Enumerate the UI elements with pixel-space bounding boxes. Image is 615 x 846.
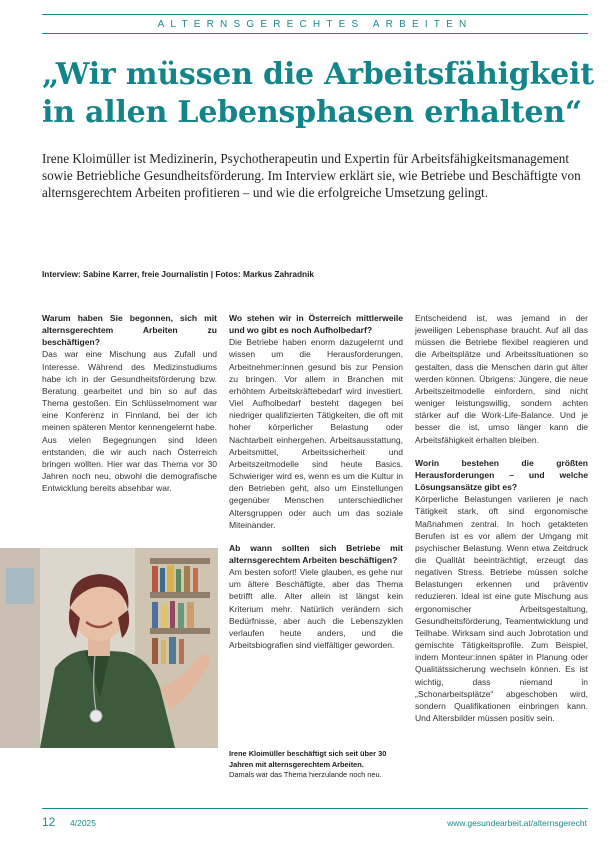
section-kicker: ALTERNSGERECHTES ARBEITEN [157,19,473,30]
column-2 [229,312,403,651]
top-rule [42,14,588,15]
question-4: Worin bestehen die größten Herausforderungen – und welche Lösungsansätze gibt es? [415,457,588,493]
answer-3: Am besten sofort! Viele glauben, es gehe nur um ältere Beschäftigte, aber das Thema betrifft alle. Alter allein ist längst kein Kriterium mehr. Natürlich verändern sich Bedürfnisse, aber auch die Lebenszyklen verlaufen heute anders, und die Arbeitsbiografien sind vielfältiger geworden. [229,567,403,651]
article-credit: Interview: Sabine Karrer, freie Journalistin | Fotos: Markus Zahradnik [42,269,315,279]
caption-bold: Irene Kloimüller beschäftigt sich seit über 30 Jahren mit alternsgerechtem Arbeiten. [229,749,387,769]
answer-2: Die Betriebe haben enorm dazugelernt und wissen um die Herausforderungen, Arbeitnehmer:innen gesund bis zur Pension zu bringen. Vor allem in Branchen mit erhöhtem Arbeitskräftebedarf wird investiert. Viel Aufholbedarf besteht dagegen bei niedriger qualifizierten Tätigkeiten, die oft mit hoher körperlicher Belastung oder Nachtarbeit einhergehen. Arbeitsausstattung, Arbeitsmittel, Arbeitssicherheit und Arbeitszeitmodelle sind heute Basics. Schwieriger wird es, wenn es um die Kultur in den Betrieben geht, also um Einstellungen gegenüber Menschen unterschiedlicher Altersgruppen oder auch um das soziale Miteinander. [229,337,403,530]
photo-caption [229,749,399,781]
answer-3-continued: Entscheidend ist, was jemand in der jeweiligen Lebensphase braucht. Auf all das müssen die Betriebe flexibel reagieren und die Arbeitsplätze und Arbeitssituationen so gestalten, dass die Menschen darin gut älter werden können. Übrigens: Jüngere, die neue Arbeitszeitmodelle einfordern, sind nicht weniger leistungswillig, sondern achten stärker auf die Work-Life-Balance. Und je besser die ist, umso länger kann die Arbeitsfähigkeit erhalten bleiben. [415,313,588,445]
footer-rule [42,808,588,809]
portrait-photo [0,548,218,748]
answer-1: Das war eine Mischung aus Zufall und Interesse. Während des Medizinstudiums habe ich in der Gesundheitsförderung bzw. Beratung gearbeitet und bin so auf das Thema gestoßen. Ein Schlüsselmoment war eine Konferenz in Finnland, bei der ich meinen späteren Mentor kennengelernt habe. Aus vielen Begegnungen sind Ideen entstanden, die wir auch nach Österreich bringen wollten. Hier war das Thema vor 30 Jahren noch neu, obwohl die demografische Entwicklung bereits absehbar war. [42,349,217,494]
question-2: Wo stehen wir in Österreich mittlerweile und wo gibt es noch Aufholbedarf? [229,313,403,336]
caption-text: Damals war das Thema hierzulande noch neu. [229,770,382,779]
answer-4: Körperliche Belastungen variieren je nach Tätigkeit stark, oft sind ergonomische Maßnahmen zentral. In hoch getakteten Berufen ist es vor allem der Umgang mit psychischer Belastung. Wenn etwa Zeitdruck die Qualität beeinträchtigt, erzeugt das negativen Stress. Betriebe müssen solche Belastungen erkennen und präventiv reduzieren. Ideal ist eine gute Mischung aus ergonomischer Arbeitsgestaltung, Gesundheitsförderung, Teamentwicklung und Teilhabe. Wirksam sind auch Jobrotation und gemischte Tätigkeitsprofile. Zum Beispiel, indem Monteur:innen später in Planung oder Qualitätssicherung wechseln können. Es ist wichtig, dass niemand in „Schonarbeitsplätze“ abgeschoben wird, sondern Qualifikationen einbringen kann. Und Altersbilder müssen positiv sein. [415,494,588,723]
title-line-2: in allen Lebensphasen erhalten“ [42,95,582,130]
issue-number: 4/2025 [70,818,96,828]
column-3 [415,312,588,724]
page-title [42,56,602,132]
footer-url-link[interactable]: www.gesundearbeit.at/alternsgerecht [447,818,587,828]
column-1 [42,312,217,494]
question-1: Warum haben Sie begonnen, sich mit alternsgerechtem Arbeiten zu beschäftigen? [42,313,217,348]
article-intro: Irene Kloimüller ist Medizinerin, Psychotherapeutin und Expertin für Arbeitsfähigkeitsmanagement sowie Betriebliche Gesundheitsförderung. Im Interview erklärt sie, wie Betriebe und Beschäftigte von alternsgerechtem Arbeiten profitieren – und wie die erfolgreiche Umsetzung gelingt. [42,151,581,200]
page-number: 12 [42,815,56,829]
kicker-rule [42,33,588,34]
portrait-illustration [0,548,218,748]
title-line-1: „Wir müssen die Arbeitsfähigkeit [42,57,594,92]
question-3: Ab wann sollten sich Betriebe mit alternsgerechtem Arbeiten beschäftigen? [229,542,403,565]
